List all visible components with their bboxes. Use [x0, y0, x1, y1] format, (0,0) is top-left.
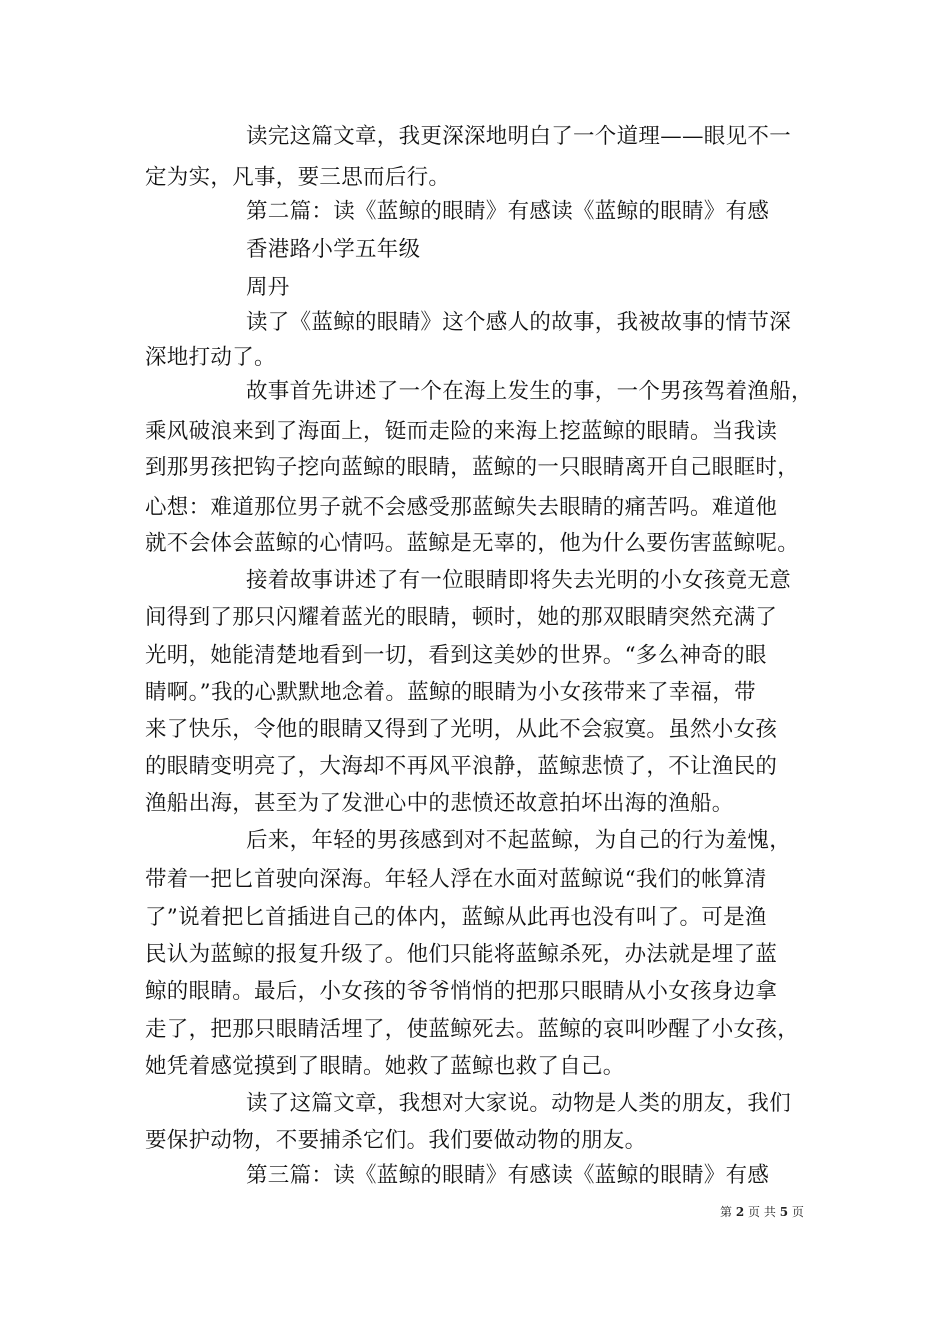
- text-line: 读了《蓝鲸的眼睛》这个感人的故事，我被故事的情节深: [246, 310, 792, 335]
- text-line: 后来，年轻的男孩感到对不起蓝鲸，为自己的行为羞愧，: [246, 828, 792, 853]
- section-heading: 第二篇：读《蓝鲸的眼睛》有感读《蓝鲸的眼睛》有感: [246, 199, 770, 224]
- page-footer: [720, 1204, 804, 1220]
- section-heading: 第三篇：读《蓝鲸的眼睛》有感读《蓝鲸的眼睛》有感: [246, 1163, 770, 1188]
- footer-suffix: 页: [791, 1205, 804, 1219]
- text-line: 渔船出海，甚至为了发泄心中的悲愤还故意拍坏出海的渔船。: [145, 791, 734, 816]
- text-line: 睛啊。”我的心默默地念着。蓝鲸的眼睛为小女孩带来了幸福，带: [145, 680, 756, 705]
- footer-prefix: 第: [720, 1205, 733, 1219]
- text-line: 的眼睛变明亮了，大海却不再风平浪静，蓝鲸悲愤了，不让渔民的: [145, 754, 778, 779]
- text-line: 定为实，凡事，要三思而后行。: [145, 165, 451, 190]
- text-line: 光明，她能清楚地看到一切，看到这美妙的世界。“多么神奇的眼: [145, 643, 767, 668]
- text-line: 民认为蓝鲸的报复升级了。他们只能将蓝鲸杀死，办法就是埋了蓝: [145, 942, 778, 967]
- text-line: 走了，把那只眼睛活埋了，使蓝鲸死去。蓝鲸的哀叫吵醒了小女孩，: [145, 1017, 800, 1042]
- text-line: 了”说着把匕首插进自己的体内，蓝鲸从此再也没有叫了。可是渔: [145, 905, 767, 930]
- text-line: 间得到了那只闪耀着蓝光的眼睛，顿时，她的那双眼睛突然充满了: [145, 605, 778, 630]
- text-line: 就不会体会蓝鲸的心情吗。蓝鲸是无辜的，他为什么要伤害蓝鲸呢。: [145, 531, 800, 556]
- text-line: 到那男孩把钩子挖向蓝鲸的眼睛，蓝鲸的一只眼睛离开自己眼眶时，: [145, 455, 800, 480]
- author-name: 周丹: [246, 275, 290, 300]
- text-line: 来了快乐，令他的眼睛又得到了光明，从此不会寂寞。虽然小女孩: [145, 717, 778, 742]
- footer-middle: 页 共: [748, 1205, 776, 1219]
- text-line: 接着故事讲述了有一位眼睛即将失去光明的小女孩竟无意: [246, 568, 792, 593]
- text-line: 读完这篇文章，我更深深地明白了一个道理——眼见不一: [246, 124, 792, 149]
- text-line: 鲸的眼睛。最后，小女孩的爷爷悄悄的把那只眼睛从小女孩身边拿: [145, 979, 778, 1004]
- text-line: 带着一把匕首驶向深海。年轻人浮在水面对蓝鲸说“我们的帐算清: [145, 867, 767, 892]
- author-school: 香港路小学五年级: [246, 237, 421, 262]
- total-pages-number: 5: [779, 1205, 789, 1219]
- text-line: 读了这篇文章，我想对大家说。动物是人类的朋友，我们: [246, 1091, 792, 1116]
- text-line: 她凭着感觉摸到了眼睛。她救了蓝鲸也救了自己。: [145, 1054, 625, 1079]
- text-line: 乘风破浪来到了海面上，铤而走险的来海上挖蓝鲸的眼睛。当我读: [145, 419, 778, 444]
- text-line: 深地打动了。: [145, 345, 276, 370]
- text-line: 心想：难道那位男子就不会感受那蓝鲸失去眼睛的痛苦吗。难道他: [145, 495, 778, 520]
- text-line: 故事首先讲述了一个在海上发生的事，一个男孩驾着渔船，: [246, 379, 813, 404]
- text-line: 要保护动物，不要捕杀它们。我们要做动物的朋友。: [145, 1128, 647, 1153]
- current-page-number: 2: [735, 1205, 745, 1219]
